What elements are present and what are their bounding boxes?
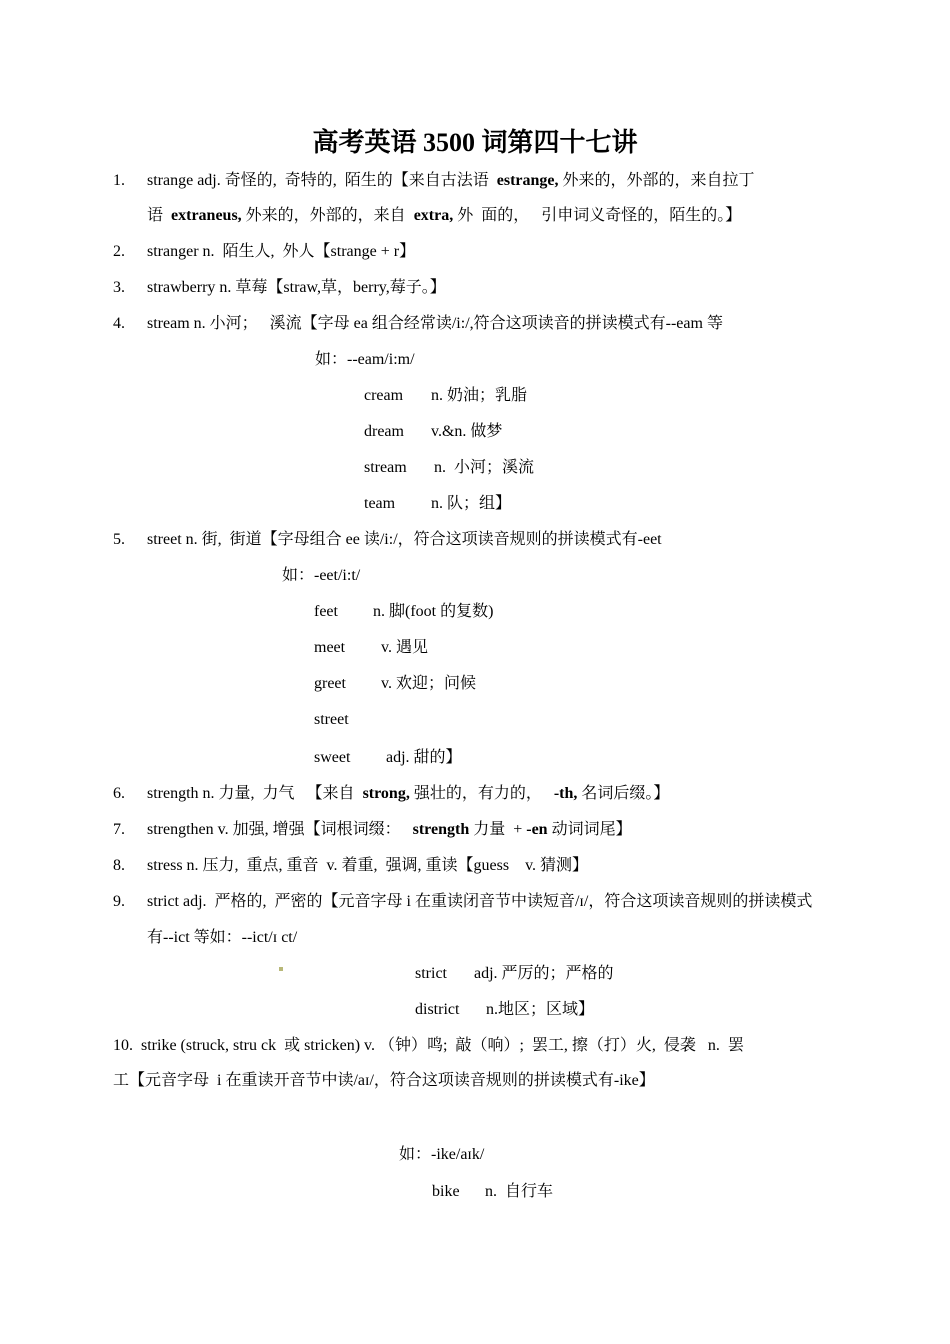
text-segment: 如：-ike/aɪk/ [399, 1146, 485, 1163]
text-segment: adj. 甜的】 [386, 749, 462, 766]
text-segment: n. 自行车 [485, 1183, 554, 1200]
text-segment: stress n. 压力, 重点, 重音 v. 着重, 强调, 重读【guess v. 猜测】 [147, 857, 589, 874]
text-segment: 有--ict 等如：--ict/ɪ ct/ [147, 929, 298, 946]
text-segment: 4. [113, 315, 125, 332]
text-segment: n.地区；区域】 [486, 1001, 595, 1018]
text-line [431, 422, 502, 442]
text-segment: strawberry n. 草莓【straw,草，berry,莓子。】 [147, 279, 446, 296]
text-line [381, 674, 476, 694]
text-segment: 强壮的，有力的， [409, 785, 554, 802]
text-line [113, 1071, 655, 1091]
text-line [434, 458, 534, 478]
text-segment: n. 脚(foot 的复数) [373, 603, 494, 620]
text-line [386, 748, 462, 768]
text-segment: greet [314, 675, 346, 692]
text-line [364, 386, 403, 406]
text-segment: v. 欢迎；问候 [381, 675, 476, 692]
text-line [147, 892, 812, 912]
text-segment: dream [364, 423, 404, 440]
text-segment: v.&n. 做梦 [431, 423, 503, 440]
text-segment: n. 队；组】 [431, 495, 512, 512]
text-line [147, 820, 632, 840]
text-segment: strengthen v. 加强, 增强【词根词缀： [147, 821, 413, 838]
text-line [315, 350, 415, 370]
text-segment: bike [432, 1183, 460, 1200]
text-line [415, 964, 447, 984]
text-segment: 7. [113, 821, 125, 838]
text-segment: 名词后缀。】 [577, 785, 670, 802]
list-number [113, 892, 125, 912]
text-line [364, 494, 395, 514]
list-number [113, 784, 125, 804]
list-number [113, 856, 125, 876]
text-segment: n. 奶油；乳脂 [431, 387, 528, 404]
list-number [113, 278, 125, 298]
text-segment: stranger n. 陌生人, 外人【strange + r】 [147, 243, 416, 260]
text-segment: 如：-eet/i:t/ [282, 567, 361, 584]
list-number [113, 242, 125, 262]
text-segment: 3. [113, 279, 125, 296]
text-line [415, 1000, 459, 1020]
text-segment: feet [314, 603, 338, 620]
text-segment: 语 [147, 207, 172, 224]
text-segment: district [415, 1001, 460, 1018]
text-segment: 5. [113, 531, 125, 548]
text-line [431, 494, 511, 514]
text-segment: strength n. 力量, 力气 【来自 [147, 785, 363, 802]
text-segment: 8. [113, 857, 125, 874]
text-segment: street n. 街, 街道【字母组合 ee 读/i:/，符合这项读音规则的拼读模式有-eet [147, 531, 662, 548]
text-line [147, 928, 297, 948]
text-line [399, 1145, 484, 1165]
text-line [314, 602, 338, 622]
bold-term: extraneus, [171, 207, 242, 224]
text-line [364, 458, 407, 478]
text-segment: 外来的，外部的，来自 [241, 207, 414, 224]
text-line [314, 748, 350, 768]
text-segment: 如：--eam/i:m/ [315, 351, 415, 368]
text-line [474, 964, 614, 984]
bold-term: -th, [553, 785, 578, 802]
text-line [147, 784, 669, 804]
text-segment: adj. 严厉的；严格的 [474, 965, 614, 982]
text-segment: street [314, 711, 349, 728]
text-line [381, 638, 428, 658]
text-line [147, 242, 415, 262]
stray-mark [279, 967, 283, 971]
text-line [147, 206, 741, 226]
text-line [147, 530, 662, 550]
text-segment: 外 面的， 引申词义奇怪的，陌生的。】 [453, 207, 742, 224]
text-line [147, 314, 723, 334]
text-segment: 力量 + [469, 821, 527, 838]
text-line [147, 278, 446, 298]
text-segment: cream [364, 387, 404, 404]
text-line [147, 171, 755, 191]
list-number [113, 314, 125, 334]
text-segment: team [364, 495, 396, 512]
text-line [486, 1000, 594, 1020]
text-line [364, 422, 404, 442]
text-line [147, 856, 588, 876]
text-line [113, 1036, 744, 1056]
text-segment: sweet [314, 749, 351, 766]
text-line [431, 386, 527, 406]
text-segment: stream [364, 459, 407, 476]
text-segment: 10. strike (struck, stru ck 或 stricken) v. （钟）鸣; 敲（响）; 罢工, 擦（打）火, 侵袭 n. 罢 [113, 1037, 744, 1054]
bold-term: -en [526, 821, 548, 838]
text-segment: 9. [113, 893, 125, 910]
text-segment: 动词词尾】 [547, 821, 632, 838]
text-segment: 工【元音字母 i 在重读开音节中读/aɪ/，符合这项读音规则的拼读模式有-ike】 [113, 1072, 655, 1089]
list-number [113, 530, 125, 550]
text-line [485, 1182, 553, 1202]
text-line [314, 638, 345, 658]
text-segment: n. 小河；溪流 [434, 459, 535, 476]
text-segment: meet [314, 639, 346, 656]
text-line [314, 710, 349, 730]
text-segment: strict [415, 965, 447, 982]
text-line [314, 674, 346, 694]
bold-term: strong, [362, 785, 410, 802]
document-title: 高考英语 3500 词第四十七讲 [312, 128, 638, 157]
list-number [113, 820, 125, 840]
text-line [432, 1182, 460, 1202]
text-segment: 1. [113, 172, 125, 189]
bold-term: extra, [413, 207, 454, 224]
text-segment: 6. [113, 785, 125, 802]
bold-term: estrange, [496, 172, 559, 189]
text-segment: 外来的，外部的，来自拉丁 [558, 172, 755, 189]
text-segment: 2. [113, 243, 125, 260]
text-segment: strange adj. 奇怪的, 奇特的, 陌生的【来自古法语 [147, 172, 497, 189]
text-segment: strict adj. 严格的, 严密的【元音字母 i 在重读闭音节中读短音/ɪ/，符合这项读音规则的拼读模式 [147, 893, 813, 910]
text-line [282, 566, 360, 586]
bold-term: strength [412, 821, 470, 838]
list-number [113, 171, 125, 191]
text-segment: stream n. 小河； 溪流【字母 ea 组合经常读/i:/,符合这项读音的拼读模式有--eam 等 [147, 315, 723, 332]
text-line [373, 602, 493, 622]
text-segment: v. 遇见 [381, 639, 428, 656]
